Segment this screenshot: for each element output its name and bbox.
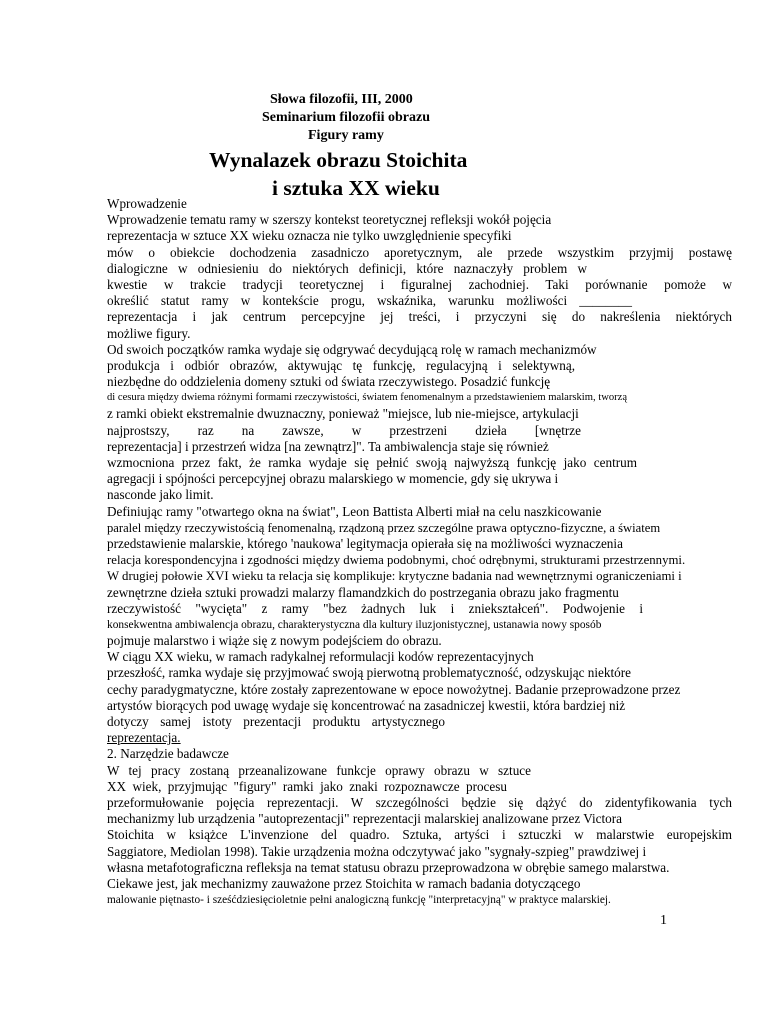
body-line: nasconde jako limit. xyxy=(107,487,214,503)
body-line: relacja korespondencyjna i zgodności między dwiema podobnymi, choć odrębnymi, strukturami przestrzennymi. xyxy=(107,553,686,568)
body-line: di cesura między dwiema różnymi formami rzeczywistości, światem fenomenalnym a przedstawieniem malarskim, tworzą xyxy=(107,392,628,404)
main-title-line-2: i sztuka XX wieku xyxy=(272,176,440,200)
body-line: Saggiatore, Mediolan 1998). Takie urządzenia można odczytywać jako "sygnały-szpieg" prawdziwej i xyxy=(107,843,647,859)
body-line: przeszłość, ramka wydaje się przyjmować swoją pierwotną problematyczność, odzyskując niektóre xyxy=(107,665,632,681)
body-line: z ramki obiekt ekstremalnie dwuznaczny, ponieważ "miejsce, lub nie-miejsce, artykulacji xyxy=(107,406,579,422)
body-line: agregacji i spójności percepcyjnej obrazu malarskiego w momencie, gdy się ukrywa i xyxy=(107,471,559,487)
body-line: mów o obiekcie dochodzenia zasadniczo aporetycznym, ale przede wszystkim przyjmij postawę xyxy=(107,244,732,260)
body-line: niezbędne do oddzielenia domeny sztuki od świata rzeczywistego. Posadzić funkcję xyxy=(107,374,551,390)
body-line: Stoichita w książce L'invenzione del quadro. Sztuka, artyści i sztuczki w malarstwie europejskim xyxy=(107,827,732,843)
body-line: określić statut ramy w kontekście progu, wskaźnika, warunku możliwości ________ xyxy=(107,293,632,309)
body-line: produkcja i odbiór obrazów, aktywując tę funkcję, regulacyjną i selektywną, xyxy=(107,357,575,373)
body-line: dialogiczne w odniesieniu do niektórych definicji, które naznaczyły problem w xyxy=(107,260,587,276)
body-text xyxy=(107,196,732,908)
body-line: dotyczy samej istoty prezentacji produktu artystycznego xyxy=(107,714,445,729)
body-line: przeformułowanie pojęcia reprezentacji. W szczególności będzie się dążyć do zidentyfikowania tych xyxy=(107,794,732,810)
journal-title: Słowa filozofii, III, 2000 xyxy=(270,92,413,107)
body-line: reprezentacja i jak centrum percepcyjne jej treści, i przyczyni się do nakreślenia niektórych xyxy=(107,309,732,325)
body-line: reprezentacja] i przestrzeń widza [na zewnątrz]". Ta ambiwalencja staje się również xyxy=(107,438,549,454)
body-line: reprezentacja w sztuce XX wieku oznacza nie tylko uwzględnienie specyfiki xyxy=(107,228,512,244)
body-line: paralel między rzeczywistością fenomenalną, rządzoną przez szczególne prawa optyczno-fizyczne, a światem xyxy=(107,520,661,535)
body-line: cechy paradygmatyczne, które zostały zaprezentowane w epoce nowożytnej. Badanie przeprowadzone przez xyxy=(107,681,681,697)
section-title: Figury ramy xyxy=(308,128,384,143)
body-line: własna metafotograficzna refleksja na temat statusu obrazu przeprowadzona w obrębie samego malarstwa. xyxy=(107,859,670,875)
main-title-line-1: Wynalazek obrazu Stoichita xyxy=(209,148,468,172)
body-line: malowanie piętnasto- i sześćdziesięcioletnie pełni analogiczną funkcję "interpretacyjną" w praktyce malarskiej. xyxy=(107,894,611,907)
body-line: Wprowadzenie xyxy=(107,196,187,211)
body-line: przedstawienie malarskie, którego 'naukowa' legitymacja opierała się na możliwości wyznaczenia xyxy=(107,535,623,551)
body-line: Ciekawe jest, jak mechanizmy zauważone przez Stoichita w ramach badania dotyczącego xyxy=(107,875,581,891)
body-line: artystów biorących pod uwagę wydaje się koncentrować na zasadniczej kwestii, która bardziej niż xyxy=(107,697,626,713)
page-number: 1 xyxy=(660,913,667,928)
body-line: Definiując ramy "otwartego okna na świat", Leon Battista Alberti miał na celu naszkicowanie xyxy=(107,503,602,519)
body-line: konsekwentna ambiwalencja obrazu, charakterystyczna dla kultury iluzjonistycznej, ustanawia nowy sposób xyxy=(107,618,602,631)
body-line: reprezentacja. xyxy=(107,730,181,746)
body-line: 2. Narzędzie badawcze xyxy=(107,746,229,762)
body-line: kwestie w trakcie tradycji teoretycznej i figuralnej zachodniej. Taki porównanie pomoże w xyxy=(107,276,732,292)
seminar-title: Seminarium filozofii obrazu xyxy=(262,110,430,125)
body-line: możliwe figury. xyxy=(107,325,191,341)
body-line: rzeczywistość "wycięta" z ramy "bez żadnych luk i zniekształceń". Podwojenie i xyxy=(107,600,643,616)
body-line: Od swoich początków ramka wydaje się odgrywać decydującą rolę w ramach mechanizmów xyxy=(107,341,597,357)
body-line: wzmocniona przez fakt, że ramka wydaje się pełnić swoją najwyższą funkcję jako centrum xyxy=(107,455,637,470)
body-line: W ciągu XX wieku, w ramach radykalnej reformulacji kodów reprezentacyjnych xyxy=(107,649,534,665)
body-line: Wprowadzenie tematu ramy w szerszy kontekst teoretycznej refleksji wokół pojęcia xyxy=(107,212,552,228)
body-line: najprostszy, raz na zawsze, w przestrzeni dzieła [wnętrze xyxy=(107,422,581,438)
body-line: zewnętrzne dzieła sztuki prowadzi malarzy flamandzkich do postrzegania obrazu jako fragmentu xyxy=(107,584,619,600)
body-line: XX wiek, przyjmując "figury" ramki jako znaki rozpoznawcze procesu xyxy=(107,778,507,794)
body-line: mechanizmy lub urządzenia "autoprezentacji" reprezentacji malarskiej analizowane przez Victora xyxy=(107,811,622,827)
body-line: pojmuje malarstwo i wiąże się z nowym podejściem do obrazu. xyxy=(107,633,442,649)
body-line: W tej pracy zostaną przeanalizowane funkcje oprawy obrazu w sztuce xyxy=(107,762,531,778)
body-line: W drugiej połowie XVI wieku ta relacja się komplikuje: krytyczne badania nad wewnętrznymi ograniczeniami i xyxy=(107,569,682,584)
